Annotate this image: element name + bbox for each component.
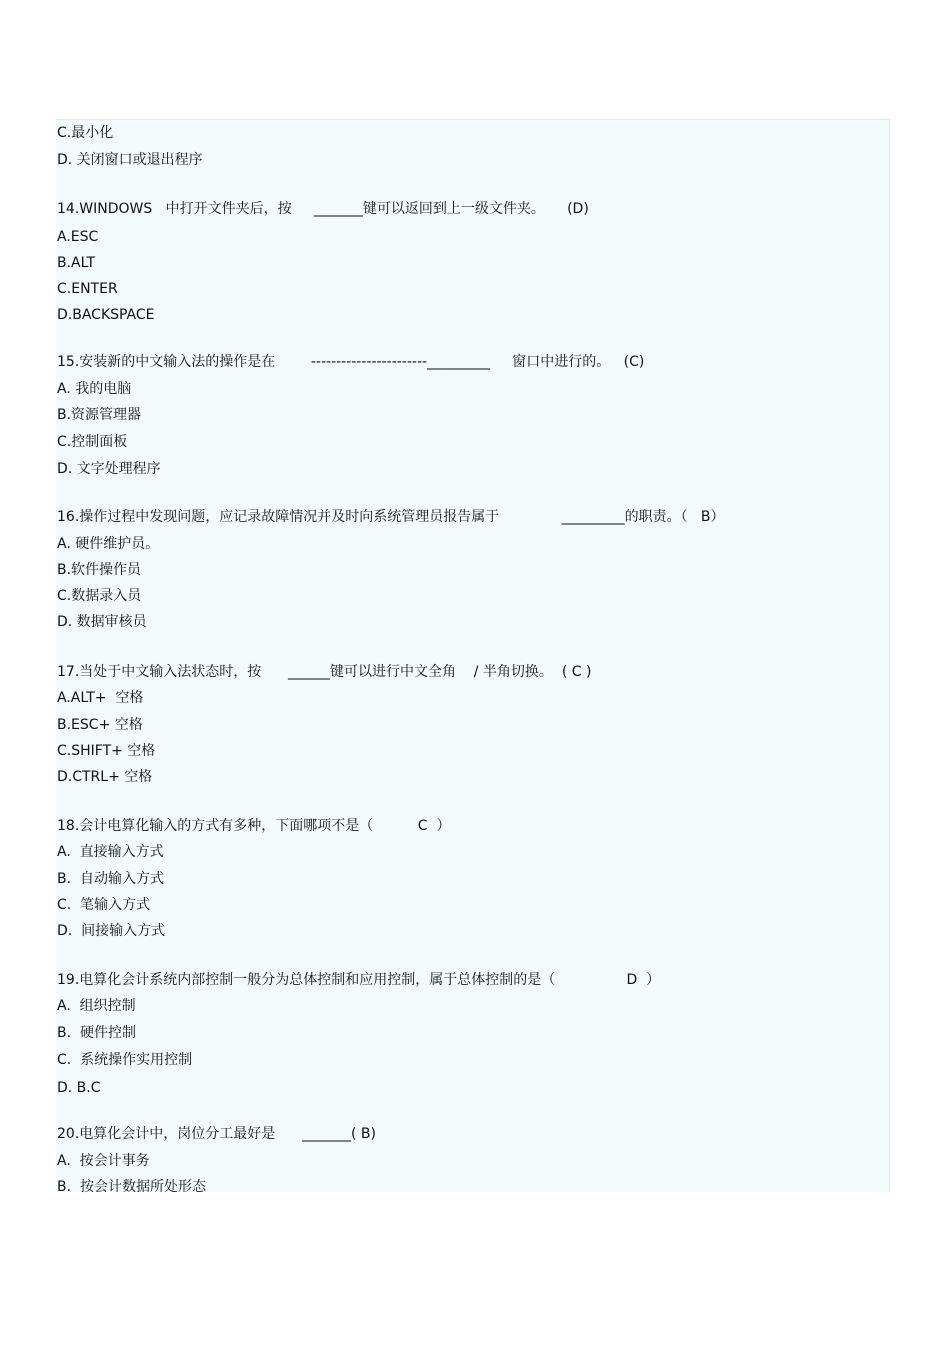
- question-20: 20.电算化会计中，岗位分工最好是 _______( B): [57, 1126, 376, 1142]
- question-14: 14.WINDOWS 中打开文件夹后，按 _______键可以返回到上一级文件夹。 (D): [57, 201, 589, 217]
- option-16b: B.软件操作员: [57, 562, 142, 578]
- option-13c: C.最小化: [57, 125, 114, 141]
- option-14d: D.BACKSPACE: [57, 307, 155, 323]
- option-17c: C.SHIFT+ 空格: [57, 743, 156, 759]
- option-19d: D. B.C: [57, 1080, 101, 1096]
- option-16a: A. 硬件维护员。: [57, 536, 160, 552]
- question-15: 15.安装新的中文输入法的操作是在 -----------------------_________ 窗口中进行的。 (C): [57, 354, 645, 370]
- option-14a: A.ESC: [57, 229, 99, 245]
- question-17: 17.当处于中文输入法状态时，按 ______键可以进行中文全角 / 半角切换。 ( C ): [57, 664, 592, 680]
- option-18a: A. 直接输入方式: [57, 844, 164, 860]
- option-17b: B.ESC+ 空格: [57, 717, 143, 733]
- option-19b: B. 硬件控制: [57, 1025, 136, 1041]
- option-19a: A. 组织控制: [57, 998, 136, 1014]
- option-18b: B. 自动输入方式: [57, 871, 164, 887]
- option-18c: C. 笔输入方式: [57, 897, 151, 913]
- option-16c: C.数据录入员: [57, 588, 142, 604]
- option-14b: B.ALT: [57, 255, 96, 271]
- option-20a: A. 按会计事务: [57, 1153, 150, 1169]
- question-16: 16.操作过程中发现问题，应记录故障情况并及时向系统管理员报告属于 _________的职责。（ B）: [57, 509, 725, 525]
- option-14c: C.ENTER: [57, 281, 118, 297]
- option-17a: A.ALT+ 空格: [57, 690, 144, 706]
- option-18d: D. 间接输入方式: [57, 923, 166, 939]
- option-15b: B.资源管理器: [57, 407, 142, 423]
- option-17d: D.CTRL+ 空格: [57, 769, 153, 785]
- option-16d: D. 数据审核员: [57, 614, 147, 630]
- question-19: 19.电算化会计系统内部控制一般分为总体控制和应用控制，属于总体控制的是（ D ）: [57, 972, 661, 988]
- question-18: 18.会计电算化输入的方式有多种，下面哪项不是（ C ）: [57, 818, 451, 834]
- option-20b: B. 按会计数据所处形态: [57, 1179, 206, 1195]
- option-15c: C.控制面板: [57, 434, 128, 450]
- option-15a: A. 我的电脑: [57, 381, 132, 397]
- option-15d: D. 文字处理程序: [57, 461, 161, 477]
- document-page-content-area: [56, 119, 890, 1192]
- option-19c: C. 系统操作实用控制: [57, 1052, 193, 1068]
- option-13d: D. 关闭窗口或退出程序: [57, 152, 203, 168]
